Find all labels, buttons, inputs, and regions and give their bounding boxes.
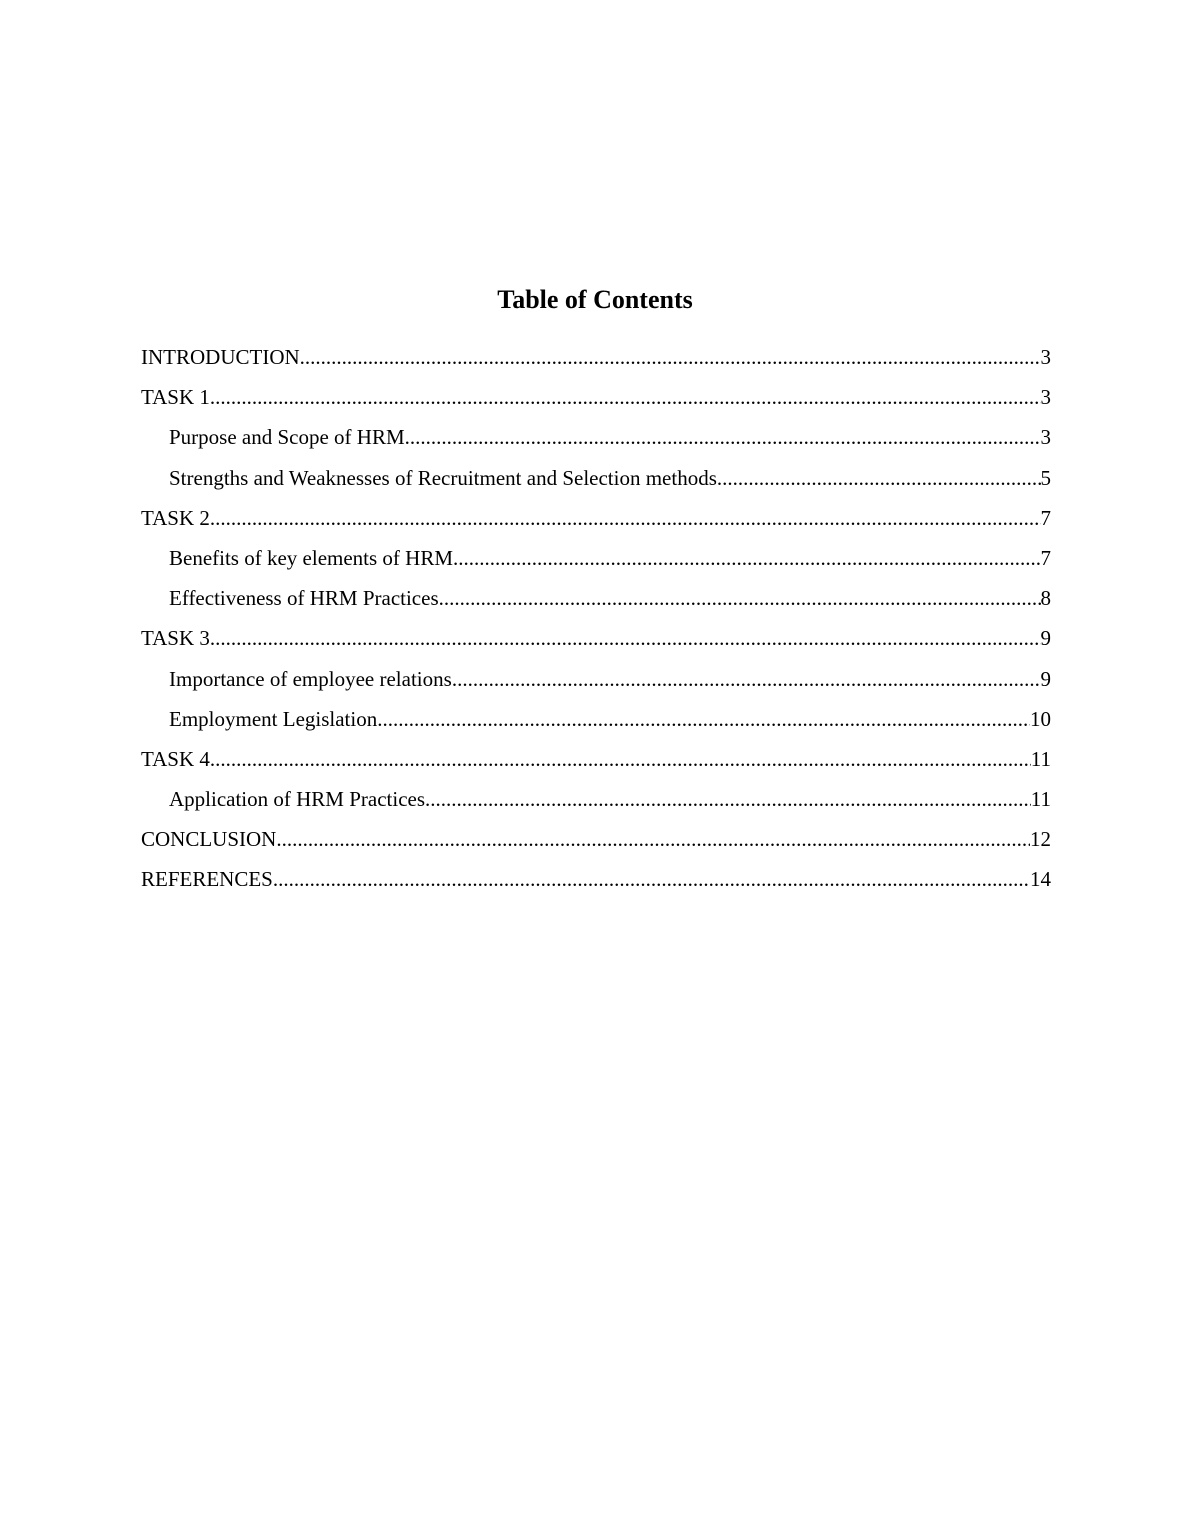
toc-leader-dots — [300, 340, 1041, 374]
toc-leader-dots — [273, 862, 1030, 896]
toc-entry-task-4[interactable] — [141, 742, 1051, 782]
toc-entry-text: TASK 1 — [141, 385, 210, 410]
toc-entry-purpose-scope-hrm[interactable] — [141, 420, 1051, 460]
toc-entry-references[interactable] — [141, 862, 1051, 902]
toc-page-number: 3 — [1040, 345, 1051, 369]
toc-entry-text: TASK 3 — [141, 626, 210, 651]
toc-leader-dots — [439, 581, 1041, 615]
toc-entry-application-hrm[interactable] — [141, 782, 1051, 822]
toc-leader-dots — [210, 621, 1041, 655]
toc-entry-text: INTRODUCTION — [141, 345, 300, 369]
toc-leader-dots — [453, 541, 1040, 575]
toc-leader-dots — [717, 461, 1041, 495]
toc-entry-employment-legislation[interactable] — [141, 702, 1051, 742]
toc-page-number: 9 — [1040, 626, 1051, 651]
toc-entry-text: Strengths and Weaknesses of Recruitment and Selection methods — [169, 465, 717, 490]
toc-entry-effectiveness-hrm[interactable] — [141, 581, 1051, 621]
toc-leader-dots — [276, 822, 1030, 856]
toc-entry-text: Benefits of key elements of HRM — [169, 545, 454, 570]
toc-leader-dots — [377, 702, 1030, 736]
toc-leader-dots — [210, 501, 1041, 535]
toc-entry-task-1[interactable] — [141, 380, 1051, 420]
toc-entry-task-2[interactable] — [141, 501, 1051, 541]
toc-page-number: 12 — [1030, 827, 1051, 852]
toc-entry-text: Effectiveness of HRM Practices — [169, 586, 439, 611]
toc-page-number: 14 — [1030, 867, 1051, 892]
toc-entry-strengths-weaknesses[interactable] — [141, 461, 1051, 501]
toc-title: Table of Contents — [497, 285, 693, 314]
toc-entry-text: Importance of employee relations — [169, 666, 452, 691]
toc-entry-text: TASK 4 — [141, 746, 210, 771]
toc-entry-text: TASK 2 — [141, 505, 210, 530]
toc-leader-dots — [210, 380, 1041, 414]
toc-entry-text: Application of HRM Practices — [169, 787, 426, 812]
toc-entry-benefits-key-elements[interactable] — [141, 541, 1051, 581]
toc-leader-dots — [210, 742, 1031, 776]
toc-leader-dots — [405, 420, 1041, 454]
toc-page-number: 9 — [1040, 666, 1051, 691]
toc-entry-text: Purpose and Scope of HRM — [169, 425, 405, 450]
toc-page-number: 3 — [1040, 385, 1051, 410]
toc-entry-conclusion[interactable] — [141, 822, 1051, 862]
toc-page-number: 11 — [1030, 787, 1051, 812]
toc-page-number: 3 — [1040, 425, 1051, 450]
toc-entry-text: CONCLUSION — [141, 827, 277, 852]
toc-leader-dots — [425, 782, 1031, 816]
toc-entry-text: Employment Legislation — [169, 706, 378, 731]
toc-page-number: 7 — [1040, 505, 1051, 530]
toc-entry-text: REFERENCES — [141, 867, 273, 892]
toc-entry-introduction[interactable] — [141, 340, 1051, 380]
toc-list — [141, 340, 1051, 903]
toc-leader-dots — [452, 662, 1041, 696]
toc-page-number: 5 — [1040, 465, 1051, 490]
toc-entry-task-3[interactable] — [141, 621, 1051, 661]
toc-page-number: 10 — [1030, 706, 1051, 731]
toc-page-number: 8 — [1040, 586, 1051, 611]
toc-page-number: 7 — [1040, 545, 1051, 570]
toc-entry-employee-relations[interactable] — [141, 662, 1051, 702]
toc-page-number: 11 — [1030, 746, 1051, 771]
